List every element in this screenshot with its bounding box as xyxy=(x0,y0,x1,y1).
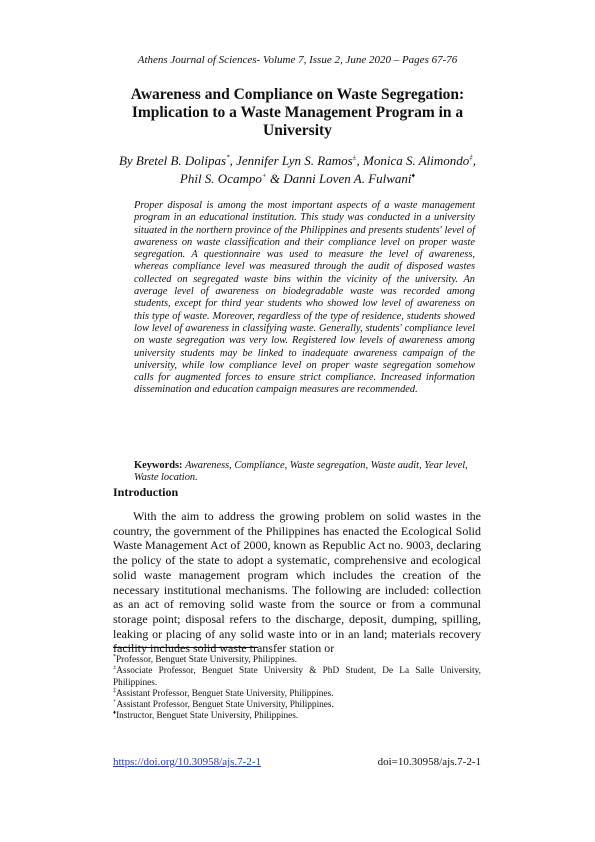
footnote-mark: + xyxy=(113,699,117,706)
footnote xyxy=(113,700,481,711)
author-separator: & xyxy=(266,171,284,186)
author-separator: , xyxy=(472,153,477,168)
footnote-text: Assistant Professor, Benguet State University, Philippines. xyxy=(116,688,334,699)
footnote xyxy=(113,666,481,689)
footnote-text: Associate Professor, Benguet State University & PhD Student, De La Salle University, Philippines. xyxy=(113,666,481,688)
author-name: Phil S. Ocampo xyxy=(179,171,262,186)
paper-title: Awareness and Compliance on Waste Segregation: Implication to a Waste Management Program in a University xyxy=(130,86,465,139)
author-prefix: By xyxy=(118,153,136,168)
footnote-divider xyxy=(113,647,258,648)
author-mark: + xyxy=(261,171,267,180)
introduction-heading: Introduction xyxy=(113,485,179,499)
author-separator: , xyxy=(229,153,237,168)
footnote-mark: ‡ xyxy=(113,687,116,694)
author-list xyxy=(100,152,495,188)
running-head: Athens Journal of Sciences- Volume 7, Issue 2, June 2020 – Pages 67-76 xyxy=(137,54,458,66)
footnote xyxy=(113,655,481,666)
footnote-text: Professor, Benguet State University, Philippines. xyxy=(116,655,298,665)
footnote xyxy=(113,689,481,700)
keywords-label: Keywords: xyxy=(134,460,183,471)
author-mark: ± xyxy=(352,153,357,162)
introduction-paragraph: With the aim to address the growing problem on solid wastes in the country, the government of the Philippines has enacted the Ecological Solid Waste Management Act of 2000, known as Republic Act no. 9003, declaring the policy of the state to adopt a systematic, comprehensive and ecological solid waste management program which includes the creation of the necessary institutional mechanisms. The following are included: collection as an act of removing solid waste from the source or from a communal storage point; disposal refers to the discharge, deposit, dumping, spilling, leaking or placing of any solid waste into or in an land; materials recovery facility includes solid waste transfer station or xyxy=(113,509,481,656)
doi-link[interactable]: https://doi.org/10.30958/ajs.7-2-1 xyxy=(113,756,261,768)
author-name: Danni Loven A. Fulwani xyxy=(283,171,412,186)
footnote-mark: ♦ xyxy=(113,710,117,717)
doi-identifier: doi=10.30958/ajs.7-2-1 xyxy=(377,756,481,768)
author-separator: , xyxy=(356,153,364,168)
author-mark: ‡ xyxy=(469,153,473,162)
footnote-text: Instructor, Benguet State University, Philippines. xyxy=(116,711,299,722)
author-name: Bretel B. Dolipas xyxy=(135,153,227,168)
author-mark: * xyxy=(226,153,230,162)
keywords-text: Awareness, Compliance, Waste segregation, Waste audit, Year level, Waste location. xyxy=(134,460,468,484)
footnote-mark: ± xyxy=(113,665,117,672)
footnote xyxy=(113,711,481,722)
footnotes xyxy=(113,655,481,723)
abstract: Proper disposal is among the most important aspects of a waste management program in an educational institution. This study was conducted in a university situated in the northern province of the Philippines and presents students' level of awareness on waste classification and their compliance level on proper waste segregation. A questionnaire was used to measure the level of awareness, whereas compliance level was measured through the audit of disposed wastes collected on segregated waste bins within the vicinity of the university. An average level of awareness on biodegradable waste was recorded among students, except for third year students who showed low level of awareness on this type of waste. Moreover, regardless of the type of residence, students showed low level of awareness in classifying waste. Generally, students' compliance level on waste segregation was very low. Registered low levels of awareness among university students may be linked to inadequate awareness campaign of the university, while low compliance level on proper waste segregation somehow calls for augmented forces to ensure strict compliance. Increased information dissemination and education campaign measures are recommended. xyxy=(134,200,475,396)
footnote-text: Assistant Professor, Benguet State University, Philippines. xyxy=(116,700,334,711)
author-mark: ♦ xyxy=(411,171,416,180)
author-name: Monica S. Alimondo xyxy=(363,153,470,168)
footnote-mark: * xyxy=(113,653,116,660)
author-name: Jennifer Lyn S. Ramos xyxy=(236,153,353,168)
keywords xyxy=(134,460,475,485)
